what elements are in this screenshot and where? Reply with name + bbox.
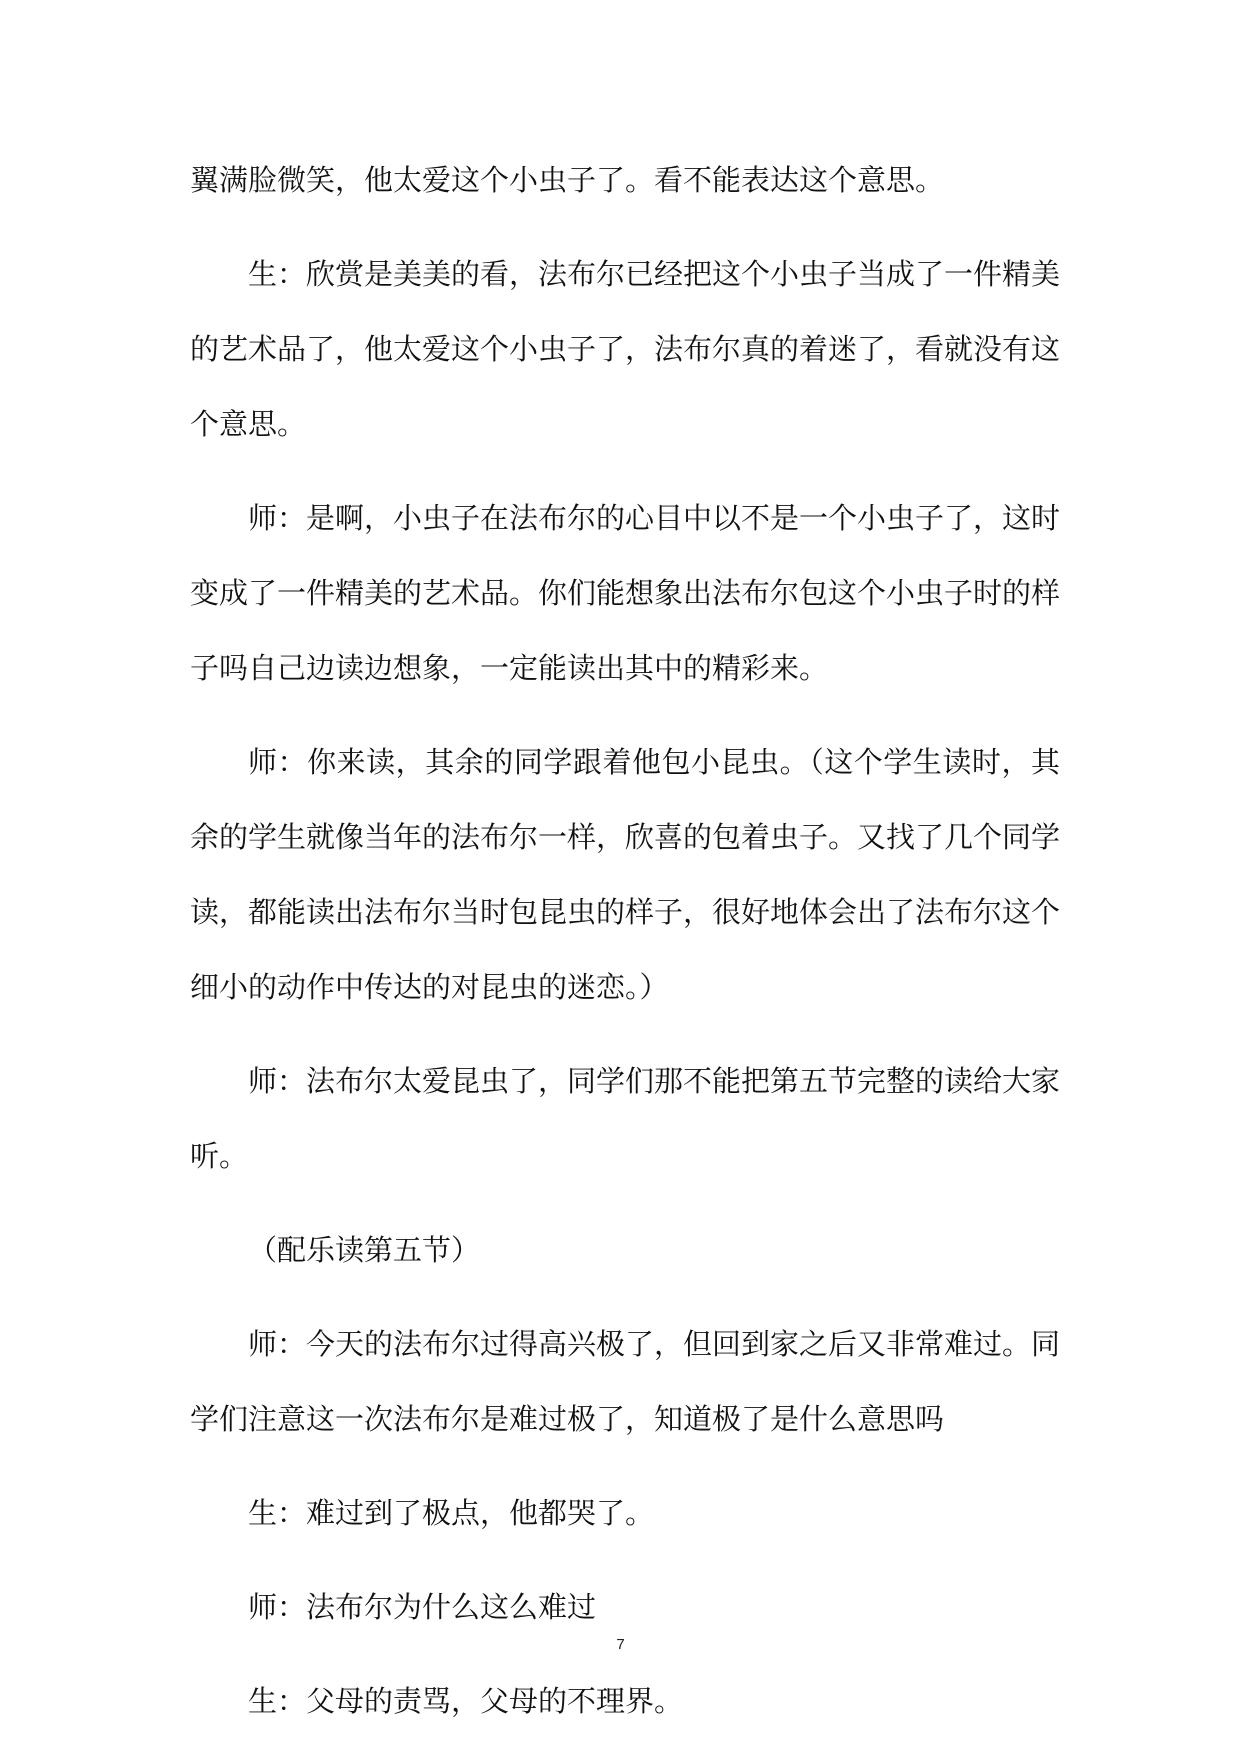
document-body	[190, 143, 1060, 1758]
paragraph: （配乐读第五节）	[248, 1233, 481, 1267]
paragraph: 师：是啊，小虫子在法布尔的心目中以不是一个小虫子了，这时变成了一件精美的艺术品。你们能想象出法布尔包这个小虫子时的样子吗自己边读边想象，一定能读出其中的精彩来。	[190, 501, 1061, 685]
paragraph: 生：父母的责骂，父母的不理界。	[248, 1684, 684, 1718]
paragraph: 生：欣赏是美美的看，法布尔已经把这个小虫子当成了一件精美的艺术品了，他太爱这个小虫子了，法布尔真的着迷了，看就没有这个意思。	[190, 257, 1061, 441]
paragraph-continuation: 翼满脸微笑，他太爱这个小虫子了。看不能表达这个意思。	[190, 163, 945, 197]
paragraph: 师：法布尔为什么这么难过	[248, 1590, 597, 1624]
paragraph: 师：今天的法布尔过得高兴极了，但回到家之后又非常难过。同学们注意这一次法布尔是难过极了，知道极了是什么意思吗	[190, 1327, 1061, 1436]
page-number: 7	[616, 1636, 625, 1653]
paragraph: 生：难过到了极点，他都哭了。	[248, 1496, 655, 1530]
paragraph: 师：法布尔太爱昆虫了，同学们那不能把第五节完整的读给大家听。	[190, 1064, 1061, 1173]
paragraph: 师：你来读，其余的同学跟着他包小昆虫。（这个学生读时，其余的学生就像当年的法布尔一样，欣喜的包着虫子。又找了几个同学读，都能读出法布尔当时包昆虫的样子，很好地体会出了法布尔这个细小的动作中传达的对昆虫的迷恋。）	[190, 745, 1061, 1004]
